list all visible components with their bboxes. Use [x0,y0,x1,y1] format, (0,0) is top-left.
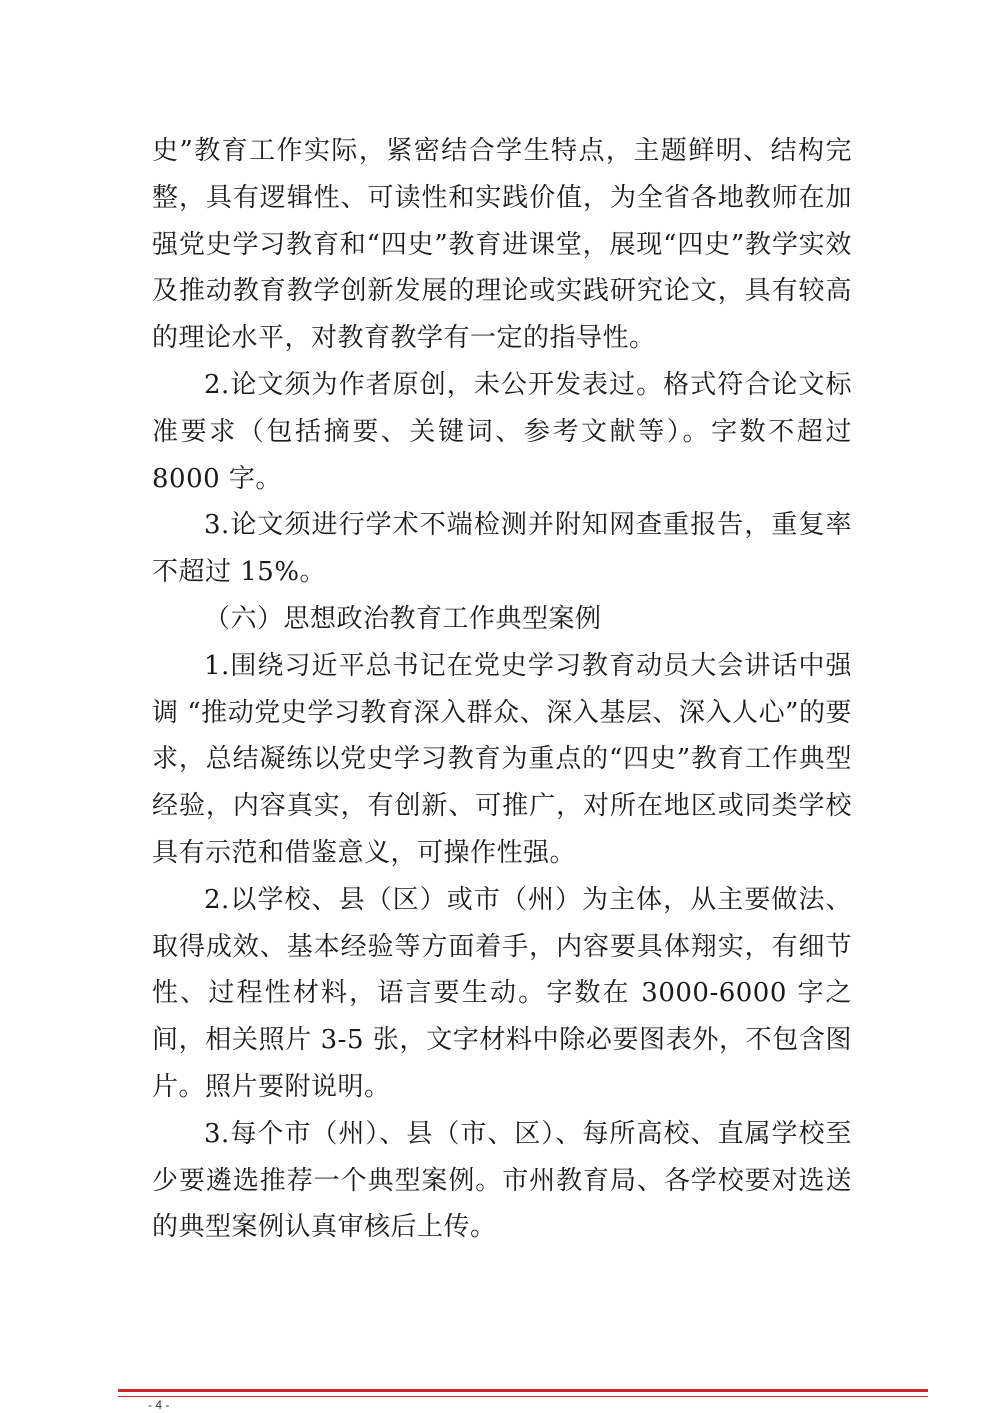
paragraph-item-3-plagiarism-check: 3.论文须进行学术不端检测并附知网查重报告，重复率不超过 15%。 [152,510,852,588]
paragraph-case-item-3: 3.每个市（州）、县（市、区）、每所高校、直属学校至少要遴选推荐一个典型案例。市州教育局、各学校要对选送的典型案例认真审核后上传。 [152,1118,852,1243]
section-heading-six: （六）思想政治教育工作典型案例 [204,603,602,634]
footer-rule-thick [118,1389,928,1392]
footer-rule-thin [118,1396,928,1397]
document-body [152,128,852,1251]
paragraph-continuation: 史”教育工作实际，紧密结合学生特点，主题鲜明、结构完整，具有逻辑性、可读性和实践价值，为全省各地教师在加强党史学习教育和“四史”教育进课堂，展现“四史”教学实效及推动教育教学创新发展的理论或实践研究论文，具有较高的理论水平，对教育教学有一定的指导性。 [152,136,852,354]
paragraph-item-2-originality: 2.论文须为作者原创，未公开发表过。格式符合论文标准要求（包括摘要、关键词、参考文献等）。字数不超过 8000 字。 [152,369,852,494]
paragraph-case-item-1: 1.围绕习近平总书记在党史学习教育动员大会讲话中强调 “推动党史学习教育深入群众、深入基层、深入人心”的要求，总结凝练以党史学习教育为重点的“四史”教育工作典型经验，内容真实，有创新、可推广，对所在地区或同类学校具有示范和借鉴意义，可操作性强。 [152,650,852,868]
page-number: - 4 - [148,1398,170,1412]
paragraph-case-item-2: 2.以学校、县（区）或市（州）为主体，从主要做法、取得成效、基本经验等方面着手，内容要具体翔实，有细节性、过程性材料，语言要生动。字数在 3000-6000 字之间，相关照片 3-5 张，文字材料中除必要图表外，不包含图片。照片要附说明。 [152,884,852,1102]
